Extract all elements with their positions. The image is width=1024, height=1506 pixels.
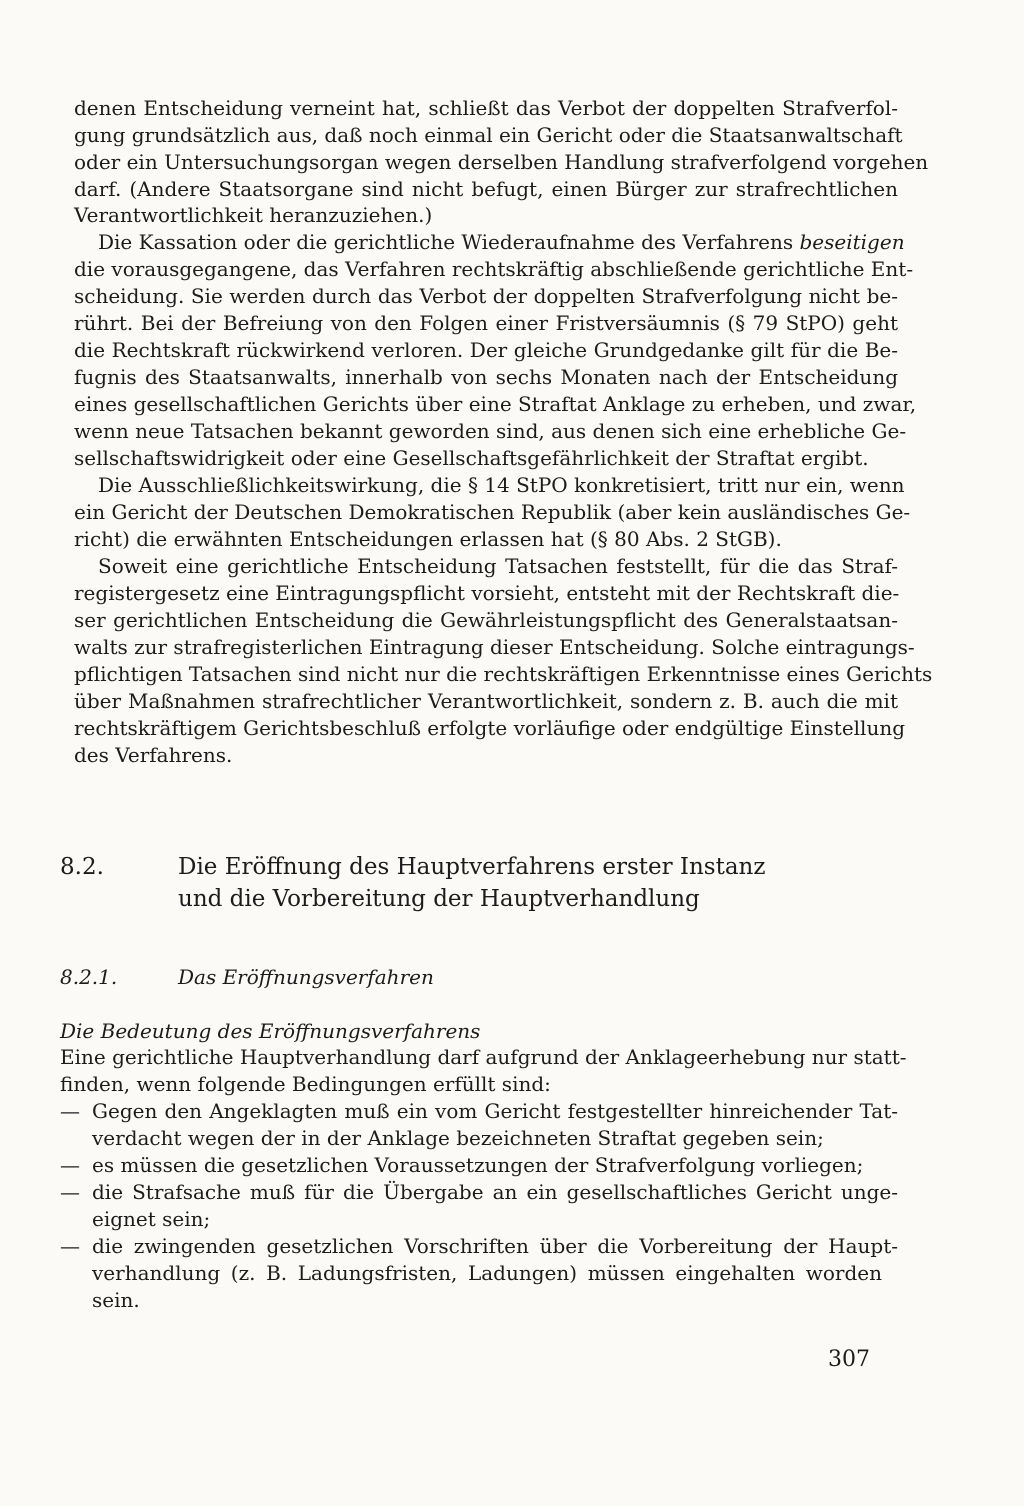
text-line: [98, 229, 905, 256]
emphasis-text: beseitigen: [799, 230, 905, 254]
text-line: die vorausgegangene, das Verfahren rechtskräftig abschließende gerichtliche Ent-: [74, 257, 914, 281]
dash-bullet: —: [60, 1180, 80, 1204]
text-line: sellschaftswidrigkeit oder eine Gesellschaftsgefährlichkeit der Straftat ergibt.: [74, 446, 869, 470]
text-line: richt) die erwähnten Entscheidungen erlassen hat (§ 80 Abs. 2 StGB).: [74, 527, 782, 551]
text-line: denen Entscheidung verneint hat, schließt das Verbot der doppelten Strafverfol-: [74, 96, 898, 120]
text-line: die Rechtskraft rückwirkend verloren. Der gleiche Grundgedanke gilt für die Be-: [74, 338, 898, 362]
text-line: verdacht wegen der in der Anklage bezeichneten Straftat gegeben sein;: [92, 1126, 824, 1150]
subsection-title: Das Eröffnungsverfahren: [178, 965, 434, 989]
text-line: Eine gerichtliche Hauptverhandlung darf aufgrund der Anklageerhebung nur statt-: [60, 1045, 907, 1069]
text-line: die zwingenden gesetzlichen Vorschriften über die Vorbereitung der Haupt-: [92, 1234, 898, 1258]
text-line: rührt. Bei der Befreiung von den Folgen einer Fristversäumnis (§ 79 StPO) geht: [74, 311, 898, 335]
text-line: finden, wenn folgende Bedingungen erfüllt sind:: [60, 1072, 551, 1096]
subheading: Die Bedeutung des Eröffnungsverfahrens: [60, 1019, 481, 1043]
dash-bullet: —: [60, 1234, 80, 1258]
dash-bullet: —: [60, 1099, 80, 1123]
text-line: die Strafsache muß für die Übergabe an ein gesellschaftliches Gericht unge-: [92, 1180, 898, 1204]
text-line: ein Gericht der Deutschen Demokratischen Republik (aber kein ausländisches Ge-: [74, 500, 911, 524]
text-line: rechtskräftigem Gerichtsbeschluß erfolgte vorläufige oder endgültige Einstellung: [74, 716, 906, 740]
text-line: darf. (Andere Staatsorgane sind nicht befugt, einen Bürger zur strafrechtlichen: [74, 177, 898, 201]
section-title-line: und die Vorbereitung der Hauptverhandlung: [178, 886, 700, 912]
text-line: pflichtigen Tatsachen sind nicht nur die rechtskräftigen Erkenntnisse eines Gerichts: [74, 662, 933, 686]
text-line: wenn neue Tatsachen bekannt geworden sind, aus denen sich eine erhebliche Ge-: [74, 419, 907, 443]
text-line: ser gerichtlichen Entscheidung die Gewährleistungspflicht des Generalstaatsan-: [74, 608, 898, 632]
text-line: scheidung. Sie werden durch das Verbot der doppelten Strafverfolgung nicht be-: [74, 284, 898, 308]
text-line: sein.: [92, 1288, 140, 1312]
text-line: eignet sein;: [92, 1207, 211, 1231]
text-run: Die Kassation oder die gerichtliche Wiederaufnahme des Verfahrens: [98, 230, 800, 254]
text-line: Gegen den Angeklagten muß ein vom Gericht festgestellter hinreichender Tat-: [92, 1099, 898, 1123]
section-number: 8.2.: [60, 854, 104, 880]
text-line: des Verfahrens.: [74, 743, 233, 767]
text-line: walts zur strafregisterlichen Eintragung dieser Entscheidung. Solche eintragungs-: [74, 635, 915, 659]
text-line: oder ein Untersuchungsorgan wegen derselben Handlung strafverfolgend vorgehen: [74, 150, 929, 174]
text-line: Die Ausschließlichkeitswirkung, die § 14 StPO konkretisiert, tritt nur ein, wenn: [98, 473, 905, 497]
text-line: es müssen die gesetzlichen Voraussetzungen der Strafverfolgung vorliegen;: [92, 1153, 864, 1177]
text-line: Verantwortlichkeit heranzuziehen.): [74, 203, 433, 227]
subsection-number: 8.2.1.: [60, 965, 118, 989]
section-title-line: Die Eröffnung des Hauptverfahrens erster Instanz: [178, 854, 766, 880]
text-line: über Maßnahmen strafrechtlicher Verantwortlichkeit, sondern z. B. auch die mit: [74, 689, 898, 713]
page-number: 307: [828, 1347, 870, 1372]
text-line: registergesetz eine Eintragungspflicht vorsieht, entsteht mit der Rechtskraft die-: [74, 581, 900, 605]
dash-bullet: —: [60, 1153, 80, 1177]
text-line: verhandlung (z. B. Ladungsfristen, Ladungen) müssen eingehalten worden: [92, 1261, 882, 1285]
text-line: gung grundsätzlich aus, daß noch einmal ein Gericht oder die Staatsanwaltschaft: [74, 123, 903, 147]
text-line: Soweit eine gerichtliche Entscheidung Tatsachen feststellt, für die das Straf-: [98, 554, 898, 578]
text-line: eines gesellschaftlichen Gerichts über eine Straftat Anklage zu erheben, und zwar,: [74, 392, 917, 416]
text-line: fugnis des Staatsanwalts, innerhalb von sechs Monaten nach der Entscheidung: [74, 365, 898, 389]
